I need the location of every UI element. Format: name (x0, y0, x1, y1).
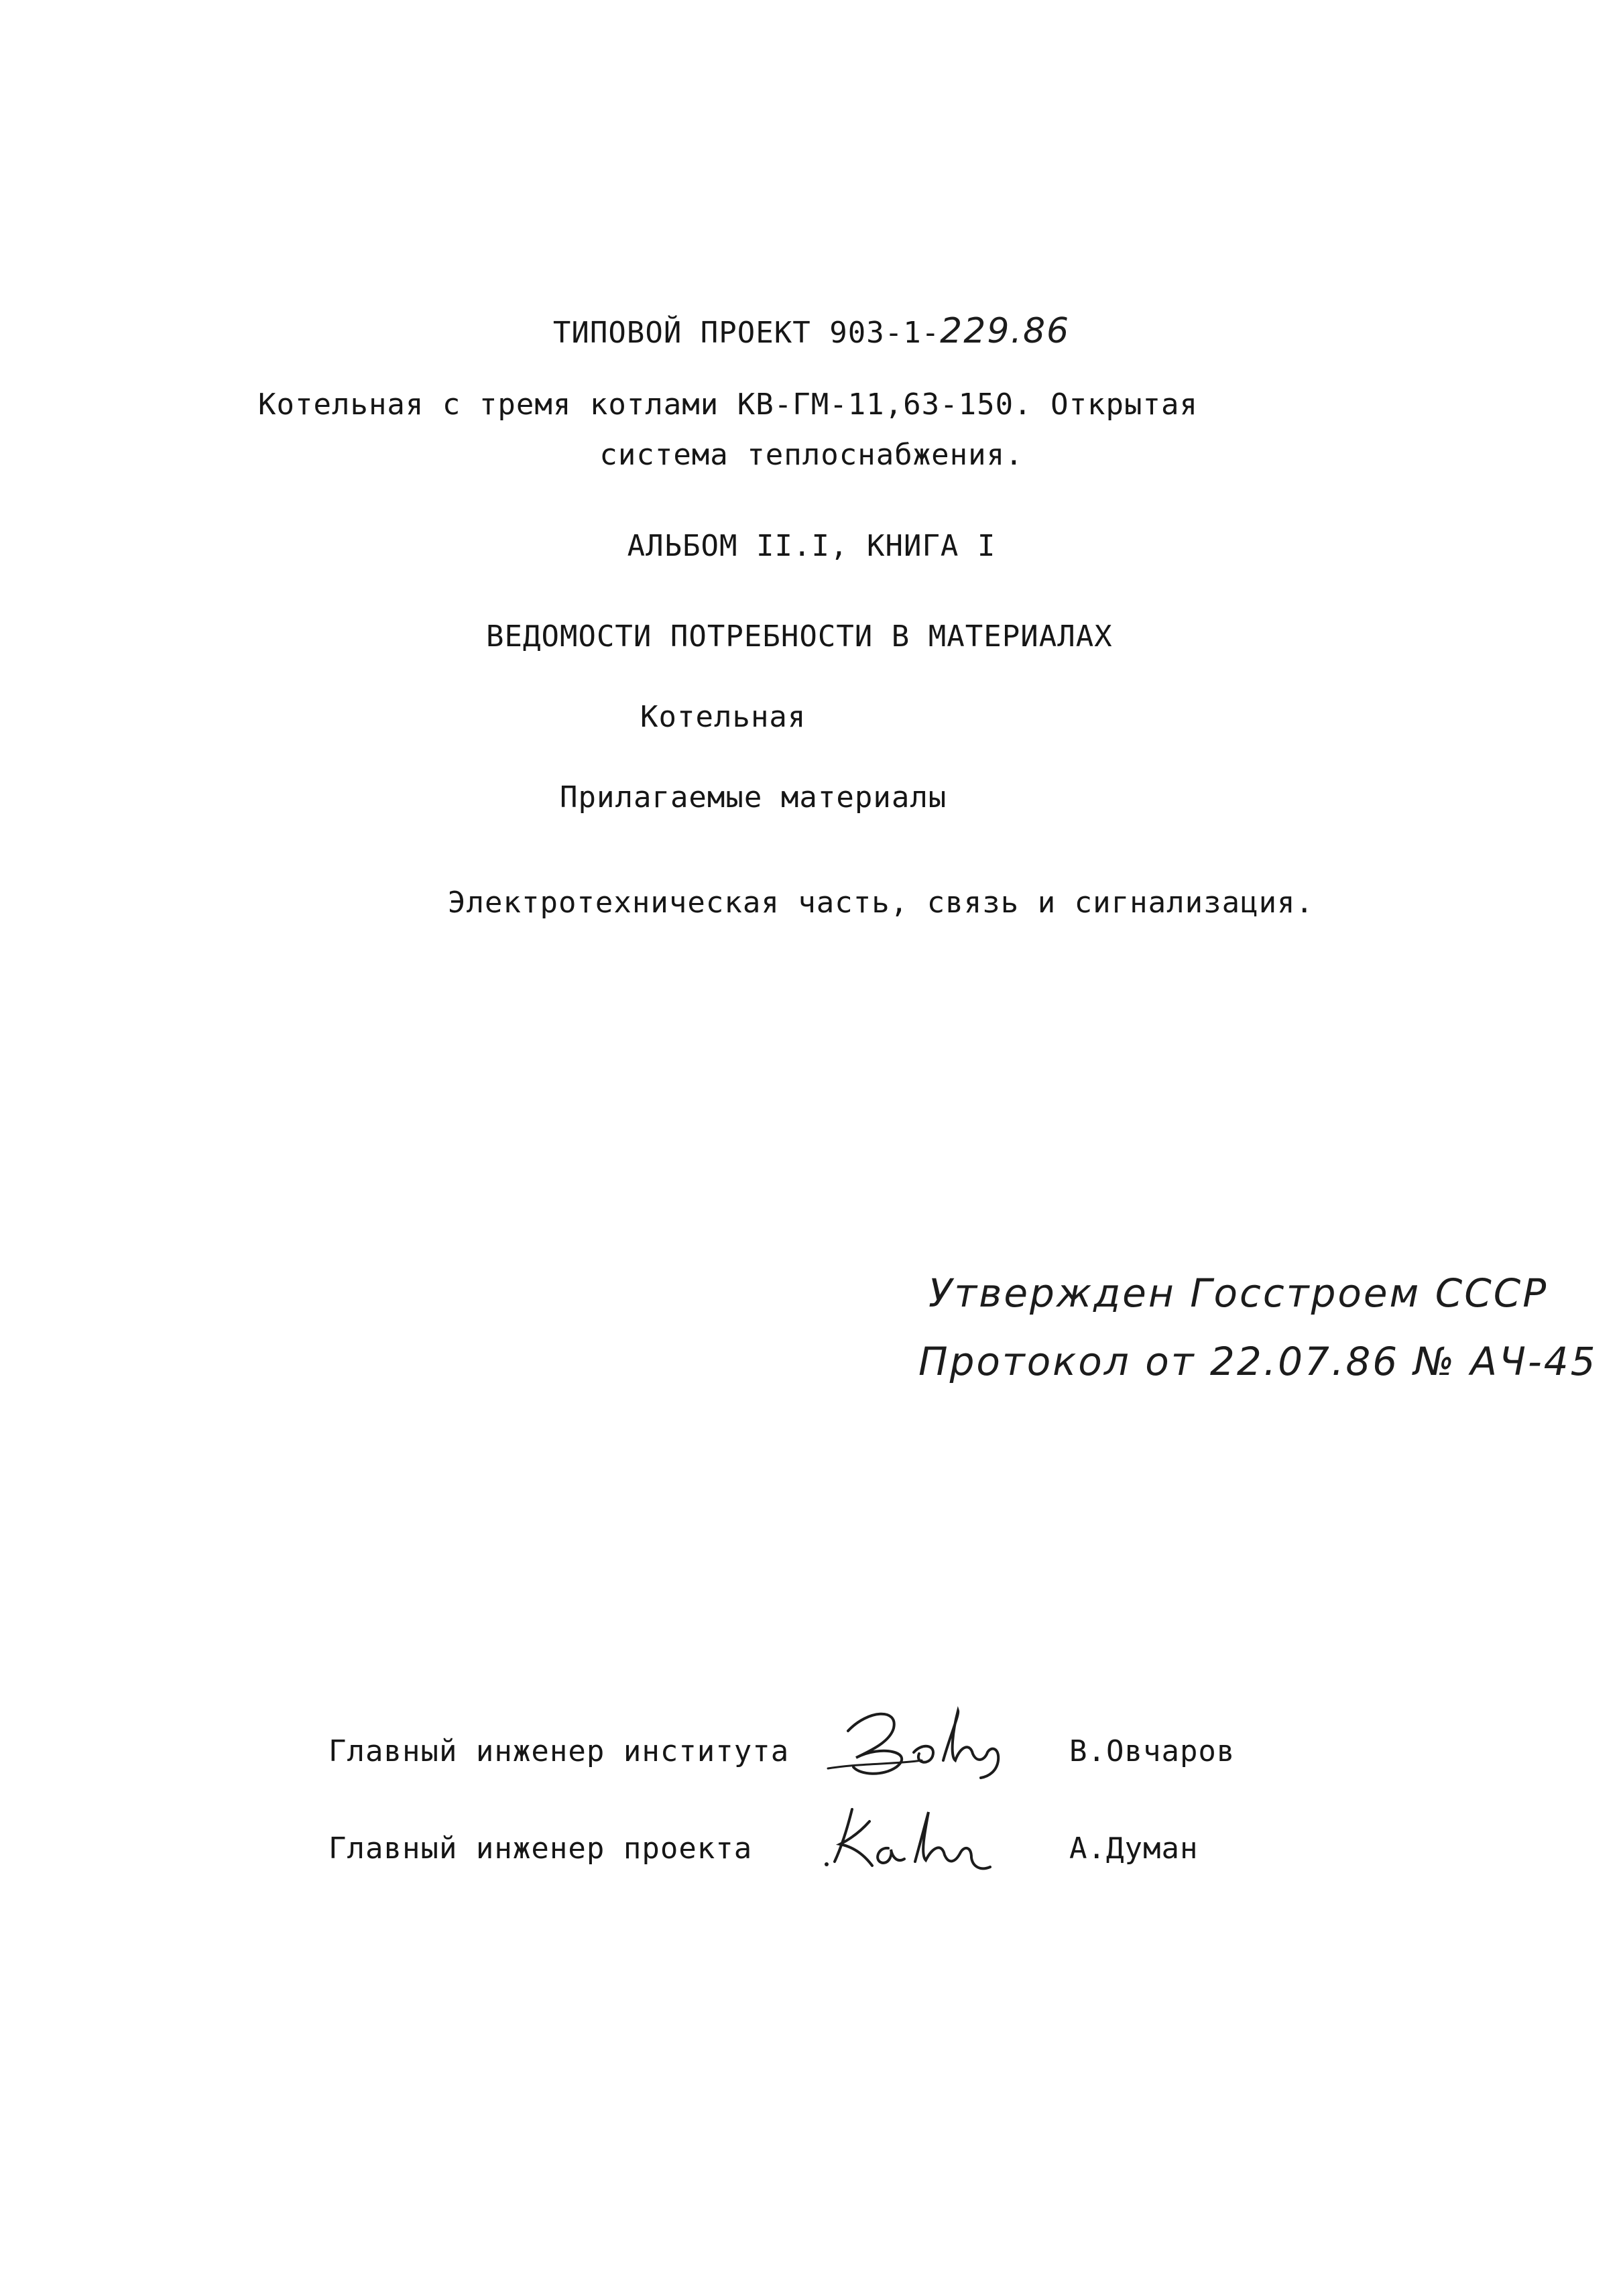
signature-title: Главный инженер института (328, 1734, 790, 1768)
statement-title: ВЕДОМОСТИ ПОТРЕБНОСТИ В МАТЕРИАЛАХ (486, 619, 1113, 654)
attached-materials: Прилагаемые материалы (560, 780, 947, 814)
description-line-2: система теплоснабжения. (599, 438, 1024, 472)
project-number (0, 311, 1623, 351)
signature-row-project (0, 1793, 1623, 1880)
signatory-name: А.Думан (1069, 1831, 1199, 1866)
project-number-handwritten: 229.86 (940, 311, 1071, 351)
approval-line-2: Протокол от 22.07.86 № АЧ-45 (918, 1339, 1598, 1384)
signature-row-institute (0, 1696, 1623, 1783)
object-name: Котельная (640, 700, 806, 734)
section-title: Электротехническая часть, связь и сигнализация. (448, 886, 1315, 920)
signatory-name: В.Овчаров (1069, 1734, 1236, 1768)
album-book: АЛЬБОМ II.I, КНИГА I (627, 529, 996, 563)
description-line-1: Котельная с тремя котлами КВ-ГМ-11,63-150. Открытая (258, 387, 1199, 422)
project-number-typed: ТИПОВОЙ ПРОЕКТ 903-1- (552, 316, 941, 350)
signature-title: Главный инженер проекта (328, 1831, 753, 1866)
approval-line-1: Утвержден Госстроем СССР (928, 1270, 1549, 1316)
handwritten-signature-icon (808, 1793, 1002, 1880)
handwritten-signature-icon (821, 1696, 1016, 1783)
